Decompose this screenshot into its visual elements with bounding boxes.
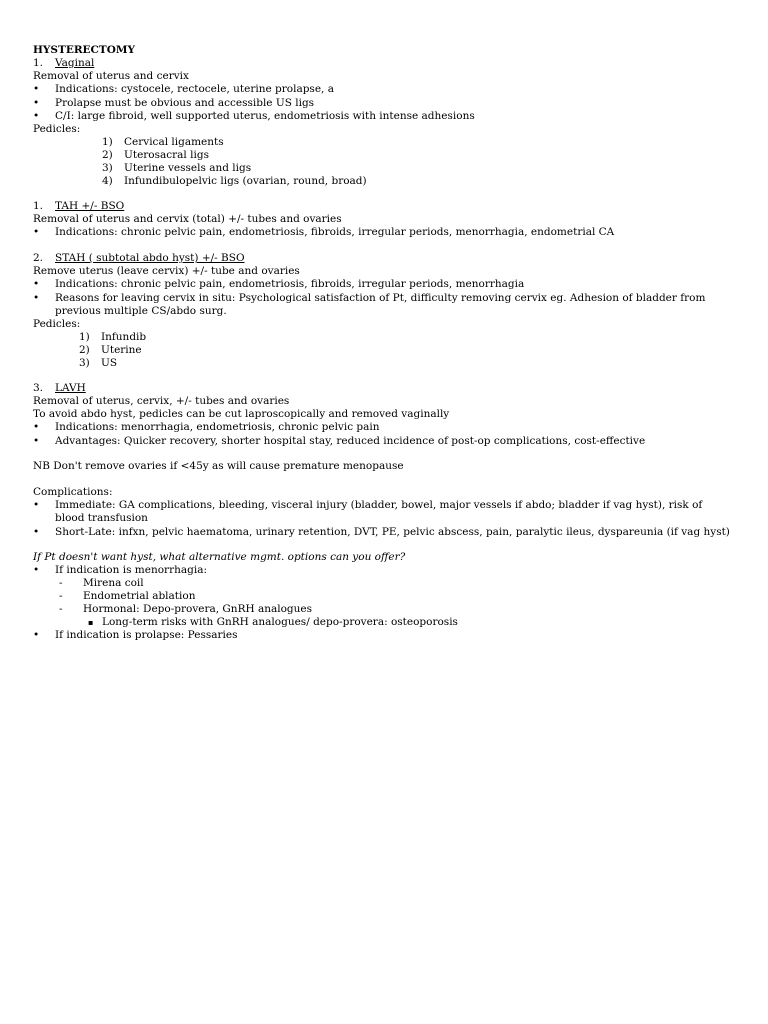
section-description: Removal of uterus and cervix (total) +/- tubes and ovaries [33, 213, 342, 225]
section-title: STAH ( subtotal abdo hyst) +/- BSO [55, 252, 245, 264]
section-number: 3. [33, 382, 44, 394]
section-heading-stah [33, 252, 245, 265]
bullet-icon: • [33, 435, 40, 447]
list-item: Reasons for leaving cervix in situ: Psychological satisfaction of Pt, difficulty removing cervix eg. Adhesion of bladder from previous multiple CS/abdo surg. [55, 292, 706, 317]
list-item: C/I: large fibroid, well supported uterus, endometriosis with intense adhesions [55, 110, 475, 122]
dash-icon: - [59, 577, 63, 589]
list-item: Indications: menorrhagia, endometriosis, chronic pelvic pain [55, 421, 380, 433]
section-number: 2. [33, 252, 44, 264]
section-description: Remove uterus (leave cervix) +/- tube and ovaries [33, 265, 300, 277]
dash-icon: - [59, 590, 63, 602]
bullet-icon: • [33, 278, 40, 290]
sub-list-item: Mirena coil [83, 577, 144, 589]
list-item: Indications: chronic pelvic pain, endometriosis, fibroids, irregular periods, menorrhagia [55, 278, 525, 290]
pedicles-label: Pedicles: [33, 123, 81, 135]
bullet-icon: • [33, 629, 40, 641]
nb-note: NB Don't remove ovaries if <45y as will cause premature menopause [33, 460, 404, 472]
bullet-icon: • [33, 421, 40, 433]
numbered-item: 2) Uterosacral ligs [102, 149, 209, 161]
document-title: HYSTERECTOMY [33, 44, 135, 56]
sub-list-item: Endometrial ablation [83, 590, 196, 602]
section-heading-tah [33, 200, 124, 213]
bullet-icon: • [33, 226, 40, 238]
section-title: Vaginal [55, 57, 95, 69]
list-item: If indication is menorrhagia: [55, 564, 207, 576]
section-description: Removal of uterus and cervix [33, 70, 189, 82]
bullet-icon: • [33, 292, 40, 304]
section-heading-lavh [33, 382, 86, 395]
list-item: Immediate: GA complications, bleeding, visceral injury (bladder, bowel, major vessels if abdo; bladder if vag hyst), risk of blood transfusion [55, 499, 703, 524]
list-item: Indications: cystocele, rectocele, uterine prolapse, a [55, 83, 334, 95]
alternatives-question: If Pt doesn't want hyst, what alternative mgmt. options can you offer? [33, 551, 406, 563]
list-item: Prolapse must be obvious and accessible US ligs [55, 97, 315, 109]
section-title: LAVH [55, 382, 86, 394]
section-heading-vaginal [33, 57, 94, 70]
numbered-item: 4) Infundibulopelvic ligs (ovarian, round, broad) [102, 175, 367, 187]
numbered-item: 1) Cervical ligaments [102, 136, 224, 148]
bullet-icon: • [33, 499, 40, 511]
numbered-item: 3) US [79, 357, 118, 369]
dash-icon: - [59, 603, 63, 615]
list-item: Advantages: Quicker recovery, shorter hospital stay, reduced incidence of post-op complications, cost-effective [55, 435, 646, 447]
list-item: Indications: chronic pelvic pain, endometriosis, fibroids, irregular periods, menorrhagia, endometrial CA [55, 226, 615, 238]
section-description: Removal of uterus, cervix, +/- tubes and ovaries [33, 395, 290, 407]
bullet-icon: • [33, 110, 40, 122]
complications-label: Complications: [33, 486, 113, 498]
list-item: If indication is prolapse: Pessaries [55, 629, 238, 641]
bullet-icon: • [33, 97, 40, 109]
bullet-icon: • [33, 526, 40, 538]
sub-list-item: Hormonal: Depo-provera, GnRH analogues [83, 603, 313, 615]
pedicles-label: Pedicles: [33, 318, 81, 330]
bullet-icon: • [33, 83, 40, 95]
numbered-item: 3) Uterine vessels and ligs [102, 162, 252, 174]
section-title: TAH +/- BSO [55, 200, 125, 212]
numbered-item: 1) Infundib [79, 331, 147, 343]
section-number: 1. [33, 200, 44, 212]
sub-sub-list-item: Long-term risks with GnRH analogues/ depo-provera: osteoporosis [102, 616, 458, 628]
section-description: To avoid abdo hyst, pedicles can be cut laproscopically and removed vaginally [33, 408, 450, 420]
section-number: 1. [33, 57, 44, 69]
list-item: Short-Late: infxn, pelvic haematoma, urinary retention, DVT, PE, pelvic abscess, pain, paralytic ileus, dyspareunia (if vag hyst) [55, 526, 730, 538]
numbered-item: 2) Uterine [79, 344, 142, 356]
square-bullet-icon: ▪ [88, 618, 94, 627]
bullet-icon: • [33, 564, 40, 576]
